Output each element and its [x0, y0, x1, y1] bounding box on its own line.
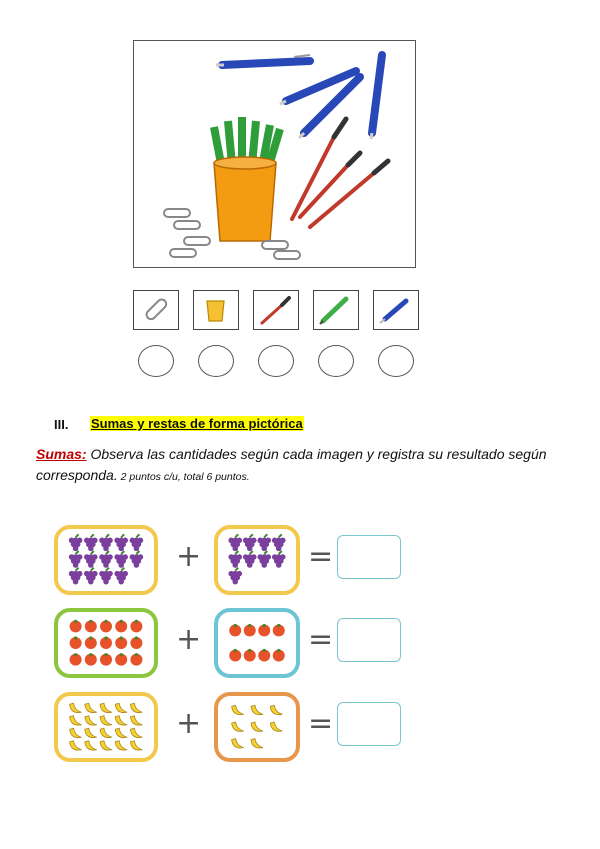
banana-icon [115, 728, 127, 737]
answer-circle[interactable] [378, 345, 414, 377]
left-group [54, 608, 158, 678]
right-group [214, 525, 300, 595]
banana-icon [100, 741, 112, 750]
bananas-group-illustration [218, 696, 296, 758]
tomato-icon [70, 653, 82, 666]
instructions [36, 444, 556, 488]
banana-icon [130, 716, 142, 725]
tomatoes-group-illustration [58, 612, 154, 674]
grape-icon [228, 534, 242, 551]
grape-icon [272, 551, 286, 568]
tomato-icon [70, 636, 82, 649]
banana-icon [115, 703, 127, 712]
tomato-icon [130, 653, 142, 666]
result-box[interactable] [337, 618, 401, 662]
tomato-icon [115, 653, 127, 666]
grape-icon [130, 551, 144, 568]
item-box-cup [193, 290, 239, 330]
grapes-group-illustration [218, 529, 296, 591]
item-box-paperclip [133, 290, 179, 330]
right-group [214, 608, 300, 678]
paintbrush-icon [254, 291, 297, 328]
banana-icon [115, 716, 127, 725]
tomato-icon [273, 649, 285, 662]
tomato-icon [229, 624, 241, 637]
banana-icon [251, 739, 263, 748]
tomato-icon [85, 620, 97, 633]
grape-icon [84, 568, 98, 585]
banana-icon [130, 741, 142, 750]
banana-icon [232, 739, 244, 748]
grape-icon [84, 534, 98, 551]
banana-icon [251, 722, 263, 731]
banana-icon [100, 703, 112, 712]
left-group [54, 692, 158, 762]
grape-icon [272, 534, 286, 551]
pen-icon [216, 55, 310, 65]
answer-circle[interactable] [198, 345, 234, 377]
equals-sign: = [308, 539, 334, 574]
grape-icon [114, 568, 128, 585]
grape-icon [228, 568, 242, 585]
tomato-icon [244, 624, 256, 637]
grape-icon [243, 534, 257, 551]
banana-icon [130, 703, 142, 712]
pen-icon [371, 55, 382, 139]
banana-icon [70, 741, 82, 750]
equals-sign: = [308, 706, 334, 741]
tomato-icon [244, 649, 256, 662]
tomato-icon [130, 620, 142, 633]
tomatoes-group-illustration [218, 612, 296, 674]
tomato-icon [130, 636, 142, 649]
pen-icon [374, 291, 417, 328]
grape-icon [257, 534, 271, 551]
banana-icon [232, 705, 244, 714]
item-box-paintbrush [253, 290, 299, 330]
grape-icon [228, 551, 242, 568]
instructions-label: Sumas: [36, 446, 87, 462]
plus-sign: + [176, 539, 202, 574]
cup-icon [194, 291, 237, 328]
result-box[interactable] [337, 702, 401, 746]
grapes-group-illustration [58, 529, 154, 591]
school-supplies-scene [133, 40, 416, 268]
pencil-cup-icon [214, 117, 280, 241]
result-box[interactable] [337, 535, 401, 579]
plus-sign: + [176, 622, 202, 657]
grape-icon [99, 534, 113, 551]
banana-icon [70, 716, 82, 725]
banana-icon [115, 741, 127, 750]
grape-icon [130, 534, 144, 551]
banana-icon [251, 705, 263, 714]
banana-icon [85, 741, 97, 750]
tomato-icon [115, 636, 127, 649]
tomato-icon [70, 620, 82, 633]
left-group [54, 525, 158, 595]
tomato-icon [115, 620, 127, 633]
answer-circle[interactable] [258, 345, 294, 377]
item-box-pen [373, 290, 419, 330]
tomato-icon [229, 649, 241, 662]
instructions-text: Observa las cantidades según cada imagen y registra su resultado según corresponda. [36, 446, 547, 483]
grape-icon [257, 551, 271, 568]
banana-icon [85, 703, 97, 712]
banana-icon [232, 722, 244, 731]
banana-icon [100, 716, 112, 725]
tomato-icon [85, 653, 97, 666]
tomato-icon [258, 624, 270, 637]
banana-icon [270, 705, 282, 714]
tomato-icon [258, 649, 270, 662]
banana-icon [85, 728, 97, 737]
item-box-pencil [313, 290, 359, 330]
tomato-icon [273, 624, 285, 637]
section-title: Sumas y restas de forma pictórica [91, 416, 303, 431]
grape-icon [99, 551, 113, 568]
grape-icon [243, 551, 257, 568]
grape-icon [114, 551, 128, 568]
banana-icon [130, 728, 142, 737]
grape-icon [114, 534, 128, 551]
school-supplies-illustration [134, 41, 417, 269]
tomato-icon [100, 653, 112, 666]
grape-icon [69, 568, 83, 585]
banana-icon [70, 703, 82, 712]
grape-icon [69, 551, 83, 568]
banana-icon [270, 722, 282, 731]
section-number: III. [54, 417, 69, 432]
plus-sign: + [176, 706, 202, 741]
grape-icon [69, 534, 83, 551]
pencil-icon [314, 291, 357, 328]
grape-icon [99, 568, 113, 585]
tomato-icon [100, 620, 112, 633]
banana-icon [85, 716, 97, 725]
tomato-icon [85, 636, 97, 649]
grape-icon [84, 551, 98, 568]
bananas-group-illustration [58, 696, 154, 758]
paperclip-icon [134, 291, 177, 328]
instructions-points: 2 puntos c/u, total 6 puntos. [117, 471, 250, 483]
equals-sign: = [308, 622, 334, 657]
answer-circle[interactable] [318, 345, 354, 377]
tomato-icon [100, 636, 112, 649]
answer-circle[interactable] [138, 345, 174, 377]
right-group [214, 692, 300, 762]
banana-icon [100, 728, 112, 737]
banana-icon [70, 728, 82, 737]
